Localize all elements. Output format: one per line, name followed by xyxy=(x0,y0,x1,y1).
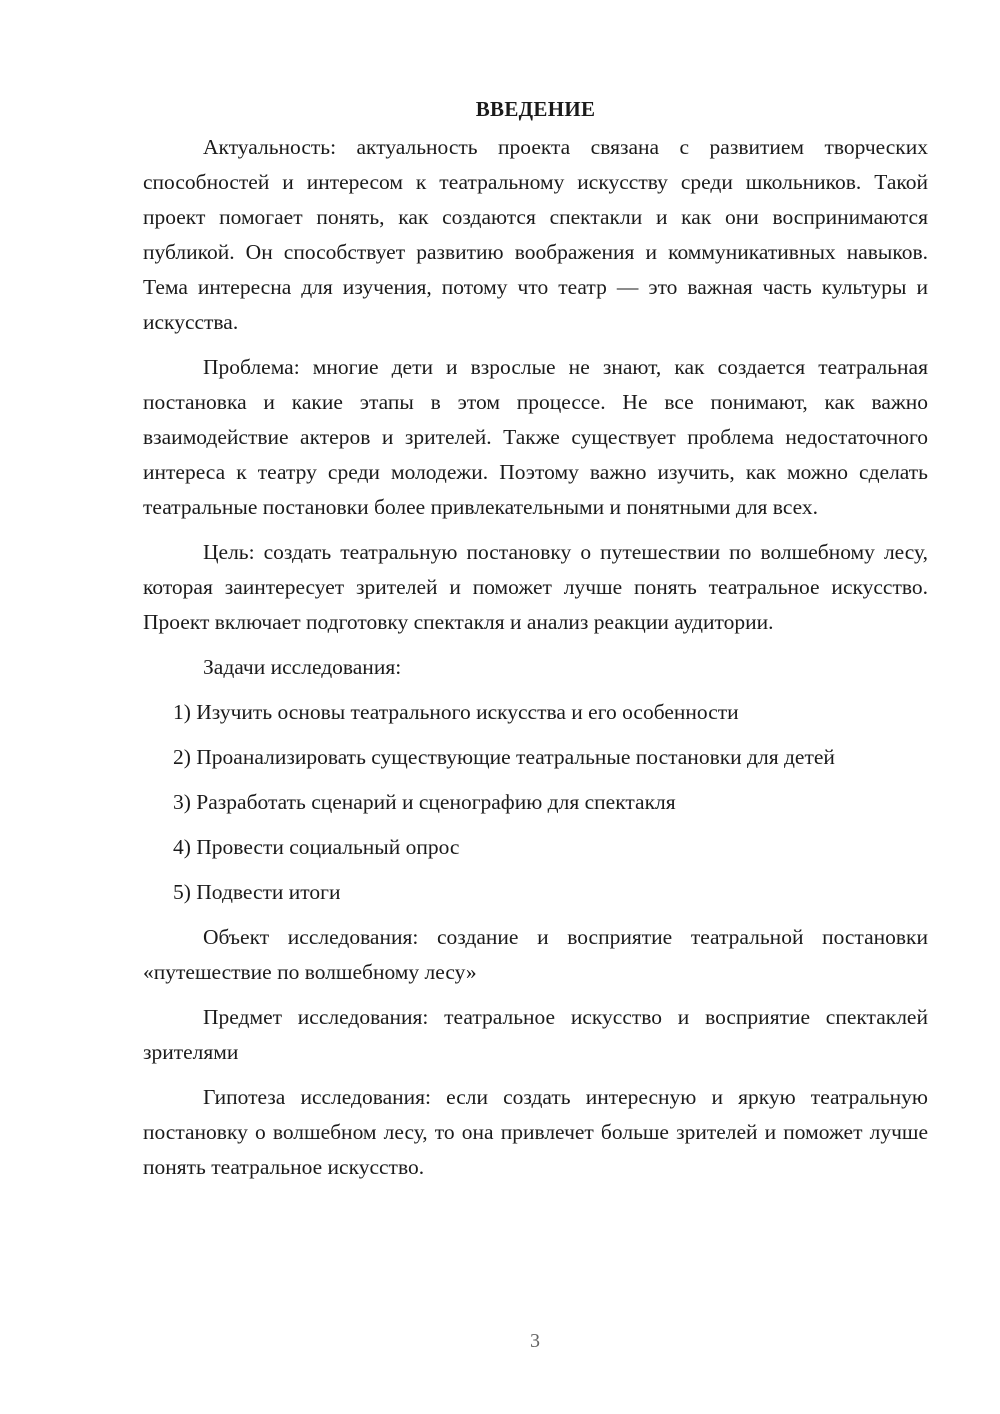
task-item-3: 3) Разработать сценарий и сценографию для спектакля xyxy=(173,790,676,814)
task-item-1: 1) Изучить основы театрального искусства и его особенности xyxy=(173,700,739,724)
task-item-2: 2) Проанализировать существующие театральные постановки для детей xyxy=(173,745,835,769)
object-paragraph: Объект исследования: создание и восприятие театральной постановки «путешествие по волшебному лесу» xyxy=(143,925,928,984)
relevance-paragraph: Актуальность: актуальность проекта связана с развитием творческих способностей и интересом к театральному искусству среди школьников. Такой проект помогает понять, как создаются спектакли и как они воспринимаются публикой. Он способствует развитию воображения и коммуникативных навыков. Тема интересна для изучения, потому что театр — это важная часть культуры и искусства. xyxy=(143,135,928,334)
task-item-4: 4) Провести социальный опрос xyxy=(173,835,460,859)
hypothesis-paragraph: Гипотеза исследования: если создать интересную и яркую театральную постановку о волшебном лесу, то она привлечет больше зрителей и поможет лучше понять театральное искусство. xyxy=(143,1085,928,1179)
document-page xyxy=(143,92,928,1195)
problem-paragraph: Проблема: многие дети и взрослые не знают, как создается театральная постановка и какие этапы в этом процессе. Не все понимают, как важно взаимодействие актеров и зрителей. Также существует проблема недостаточного интереса к театру среди молодежи. Поэтому важно изучить, как можно сделать театральные постановки более привлекательными и понятными для всех. xyxy=(143,355,928,519)
task-item-5: 5) Подвести итоги xyxy=(173,880,341,904)
page-title: ВВЕДЕНИЕ xyxy=(475,97,596,121)
page-number: 3 xyxy=(530,1330,540,1352)
tasks-heading: Задачи исследования: xyxy=(203,655,402,679)
goal-paragraph: Цель: создать театральную постановку о путешествии по волшебному лесу, которая заинтересует зрителей и поможет лучше понять театральное искусство. Проект включает подготовку спектакля и анализ реакции аудитории. xyxy=(143,540,928,634)
subject-paragraph: Предмет исследования: театральное искусство и восприятие спектаклей зрителями xyxy=(143,1005,928,1064)
